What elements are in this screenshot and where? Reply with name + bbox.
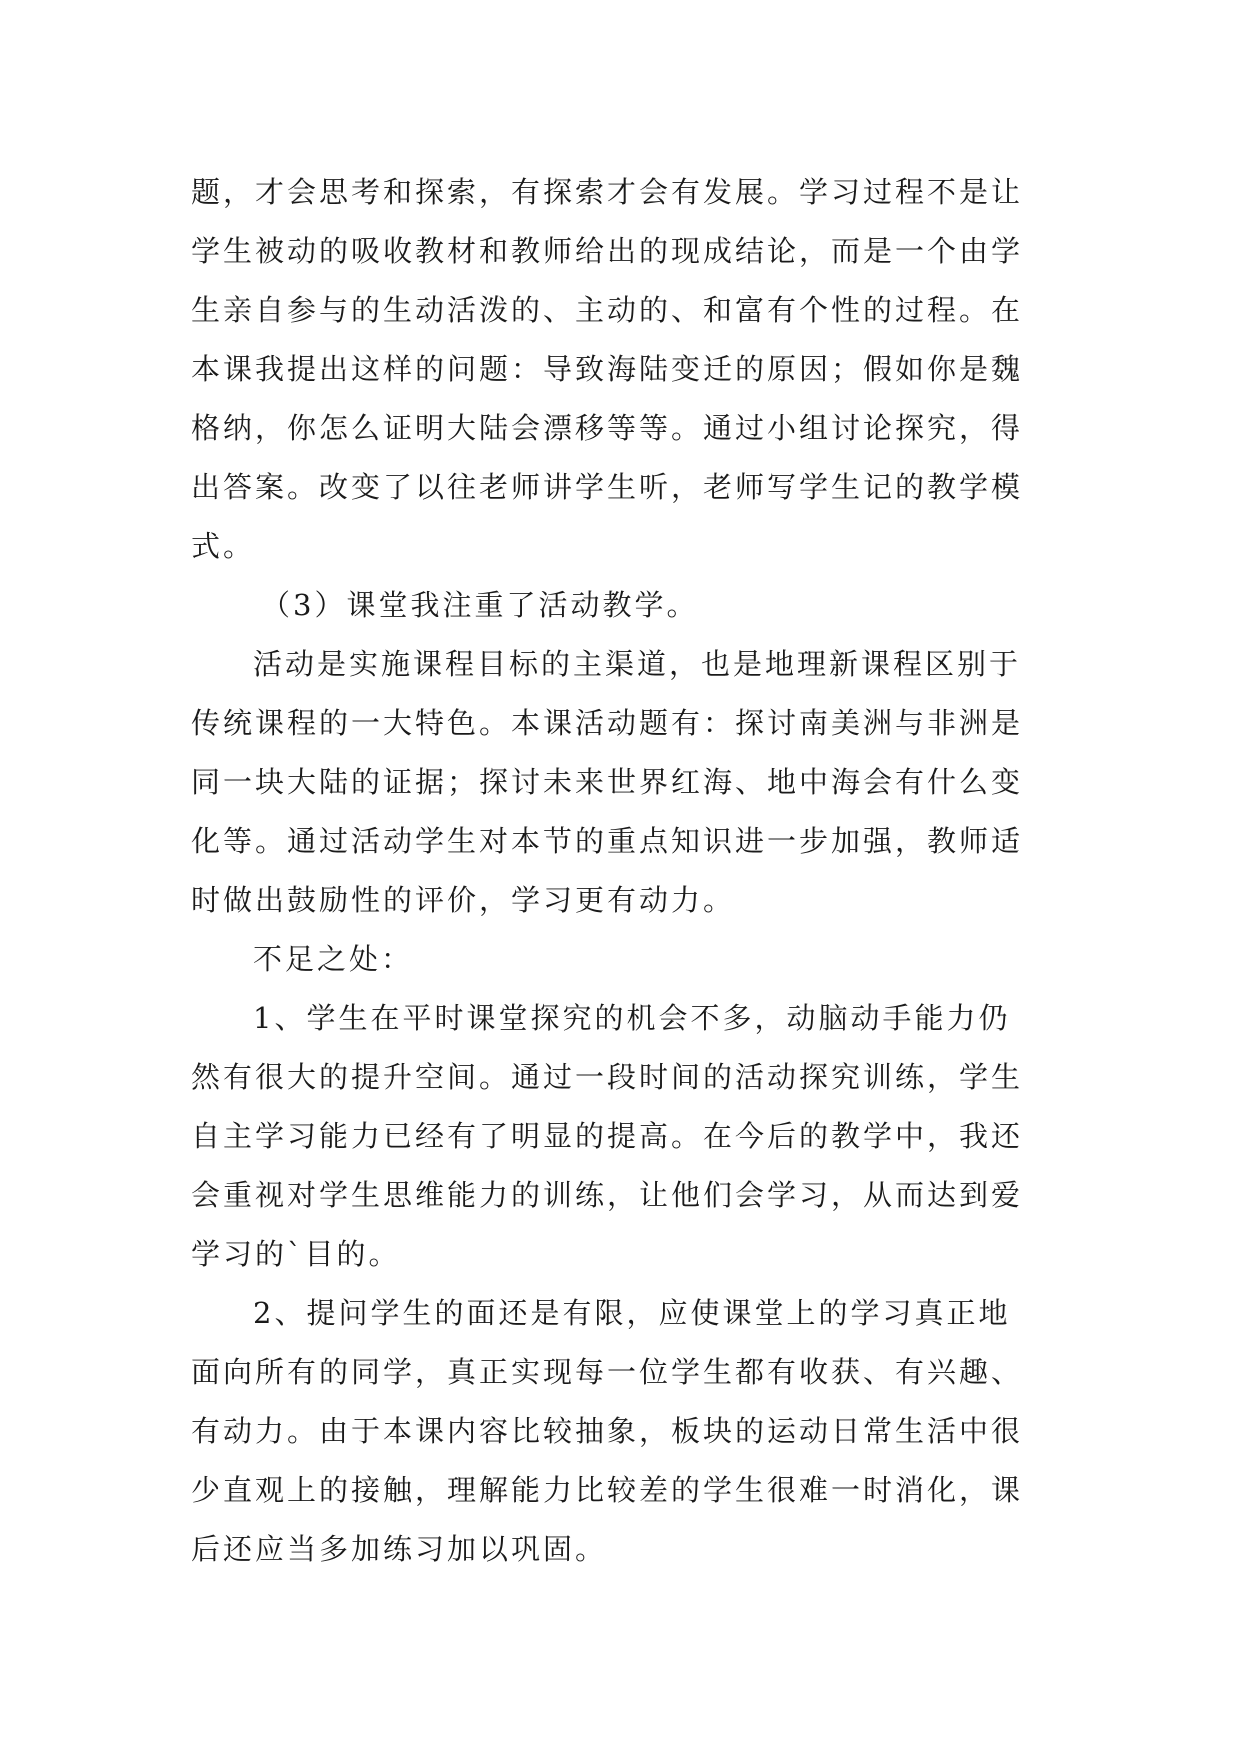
text-line: 化等。通过活动学生对本节的重点知识进一步加强，教师适 — [191, 824, 1024, 858]
text-line: 格纳，你怎么证明大陆会漂移等等。通过小组讨论探究，得 — [191, 411, 1024, 445]
text-line: 后还应当多加练习加以巩固。 — [191, 1532, 608, 1566]
text-line: 有动力。由于本课内容比较抽象，板块的运动日常生活中很 — [191, 1414, 1024, 1448]
section-heading: （3）课堂我注重了活动教学。 — [261, 588, 699, 622]
text-line: 学习的`目的。 — [191, 1237, 401, 1271]
text-line: 时做出鼓励性的评价，学习更有动力。 — [191, 883, 736, 917]
list-item-2-start: 2、提问学生的面还是有限，应使课堂上的学习真正地 — [253, 1296, 1011, 1330]
text-line: 学生被动的吸收教材和教师给出的现成结论，而是一个由学 — [191, 234, 1024, 268]
text-line: 会重视对学生思维能力的训练，让他们会学习，从而达到爱 — [191, 1178, 1024, 1212]
text-line: 同一块大陆的证据；探讨未来世界红海、地中海会有什么变 — [191, 765, 1024, 799]
list-item-1-start: 1、学生在平时课堂探究的机会不多，动脑动手能力仍 — [253, 1001, 1011, 1035]
text-line: 面向所有的同学，真正实现每一位学生都有收获、有兴趣、 — [191, 1355, 1024, 1389]
paragraph-start-line: 活动是实施课程目标的主渠道，也是地理新课程区别于 — [253, 647, 1022, 681]
shortcomings-heading: 不足之处： — [253, 942, 414, 976]
text-line: 少直观上的接触，理解能力比较差的学生很难一时消化，课 — [191, 1473, 1024, 1507]
text-line: 题，才会思考和探索，有探索才会有发展。学习过程不是让 — [191, 175, 1024, 209]
text-line: 本课我提出这样的问题：导致海陆变迁的原因；假如你是魏 — [191, 352, 1024, 386]
text-line: 传统课程的一大特色。本课活动题有：探讨南美洲与非洲是 — [191, 706, 1024, 740]
text-line: 出答案。改变了以往老师讲学生听，老师写学生记的教学模 — [191, 470, 1024, 504]
text-line: 生亲自参与的生动活泼的、主动的、和富有个性的过程。在 — [191, 293, 1024, 327]
document-body — [191, 163, 1071, 1579]
text-line: 然有很大的提升空间。通过一段时间的活动探究训练，学生 — [191, 1060, 1024, 1094]
text-line: 式。 — [191, 529, 256, 563]
text-line: 自主学习能力已经有了明显的提高。在今后的教学中，我还 — [191, 1119, 1024, 1153]
